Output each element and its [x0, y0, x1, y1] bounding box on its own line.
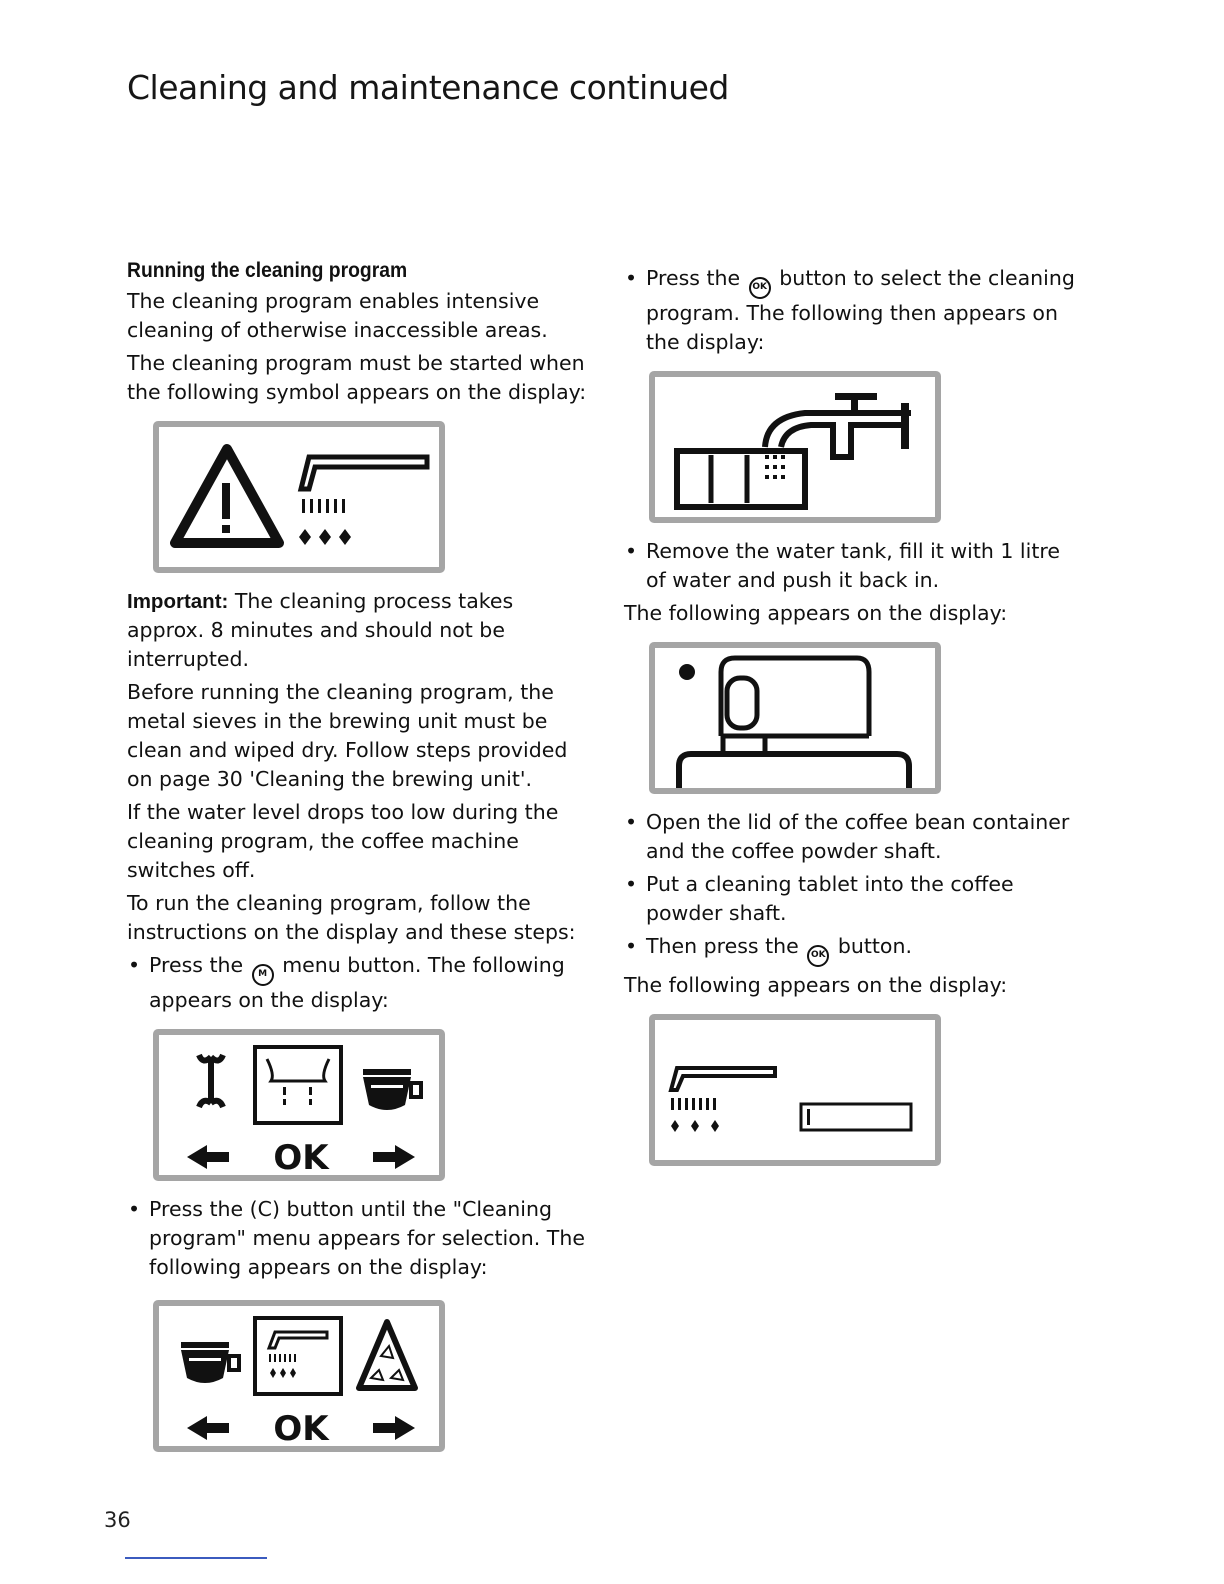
- bullet-then-text-a: Then press the: [646, 934, 799, 958]
- water-tank-tap-icon: [655, 377, 935, 517]
- bullet-then-text-b: button.: [837, 934, 912, 958]
- following-appears-2: The following appears on the display:: [624, 973, 1008, 997]
- water-level-paragraph: If the water level drops too low during the cleaning program, the coffee machine switches off.: [127, 800, 559, 882]
- bullet-then-press-ok: [624, 932, 1084, 967]
- important-label: Important:: [127, 590, 229, 613]
- footer-rule: [125, 1557, 267, 1559]
- cleaning-head-icon: [671, 1068, 775, 1090]
- coffee-cup-icon: [181, 1342, 239, 1383]
- bullet-cleaning-tablet: • Put a cleaning tablet into the coffee powder shaft.: [624, 870, 1084, 928]
- display-cleaning-progress: [649, 1014, 941, 1166]
- cleaning-warning-symbol-icon: [159, 427, 439, 567]
- bullet-menu-text-b: menu button. The following appears on the display:: [149, 953, 565, 1012]
- menu-display-graphic: [159, 1035, 439, 1175]
- descaling-warning-icon: [359, 1322, 415, 1388]
- important-text: The cleaning process takes approx. 8 minutes and should not be interrupted.: [127, 589, 514, 671]
- bullet-press-c: • Press the (C) button until the "Cleaning program" menu appears for selection. The following appears on the display:: [127, 1195, 587, 1282]
- page-title: Cleaning and maintenance continued: [127, 68, 729, 107]
- progress-bar: [801, 1104, 911, 1130]
- ok-button-icon: OK: [749, 277, 771, 299]
- bullet-press-menu: [127, 951, 587, 1015]
- bullet-remove-tank: • Remove the water tank, fill it with 1 litre of water and push it back in.: [624, 537, 1084, 595]
- bullet-open-lid: • Open the lid of the coffee bean container and the coffee powder shaft.: [624, 808, 1084, 866]
- cleaning-progress-graphic: [655, 1020, 935, 1160]
- before-paragraph: Before running the cleaning program, the metal sieves in the brewing unit must be clean and wiped dry. Follow steps provided on page 30 'Cleaning the brewing unit'.: [127, 680, 568, 791]
- bullet-menu-text-a: Press the: [149, 953, 244, 977]
- ok-label: OK: [273, 1138, 329, 1175]
- run-program-paragraph: To run the cleaning program, follow the instructions on the display and these steps:: [127, 891, 576, 944]
- cleaning-program-icon: [255, 1318, 341, 1394]
- wrench-icon: [199, 1055, 223, 1107]
- right-column: [624, 264, 1084, 1180]
- ok-label: OK: [273, 1409, 329, 1446]
- section-heading: Running the cleaning program: [127, 259, 408, 282]
- following-appears-1: The following appears on the display:: [624, 601, 1008, 625]
- coffee-cup-icon: [363, 1069, 421, 1110]
- arrow-left-icon: [187, 1416, 229, 1440]
- intro-paragraph-1: The cleaning program enables intensive cleaning of otherwise inaccessible areas.: [127, 289, 548, 342]
- display-menu-cleaning: [153, 1300, 445, 1452]
- display-menu-maintenance: [153, 1029, 445, 1181]
- arrow-right-icon: [373, 1145, 415, 1169]
- display-fill-water: [649, 371, 941, 523]
- bullet-ok-text-a: Press the: [646, 266, 741, 290]
- ok-button-icon: OK: [807, 945, 829, 967]
- intro-paragraph-2: The cleaning program must be started when the following symbol appears on the display:: [127, 351, 587, 404]
- bullet-press-ok-select: [624, 264, 1084, 357]
- brewing-unit-icon: [255, 1047, 341, 1123]
- cleaning-menu-graphic: [159, 1306, 439, 1446]
- bullet-ok-text-b: button to select the cleaning program. The following then appears on the display:: [646, 266, 1075, 354]
- menu-button-icon: M: [252, 964, 274, 986]
- display-open-lid: [649, 642, 941, 794]
- important-paragraph: [127, 587, 587, 674]
- page-number: 36: [104, 1508, 131, 1532]
- left-column: [127, 256, 587, 1466]
- display-cleaning-warning: [153, 421, 445, 573]
- arrow-left-icon: [187, 1145, 229, 1169]
- arrow-right-icon: [373, 1416, 415, 1440]
- progress-bar-fill: [807, 1109, 810, 1125]
- bean-container-icon: [655, 648, 935, 788]
